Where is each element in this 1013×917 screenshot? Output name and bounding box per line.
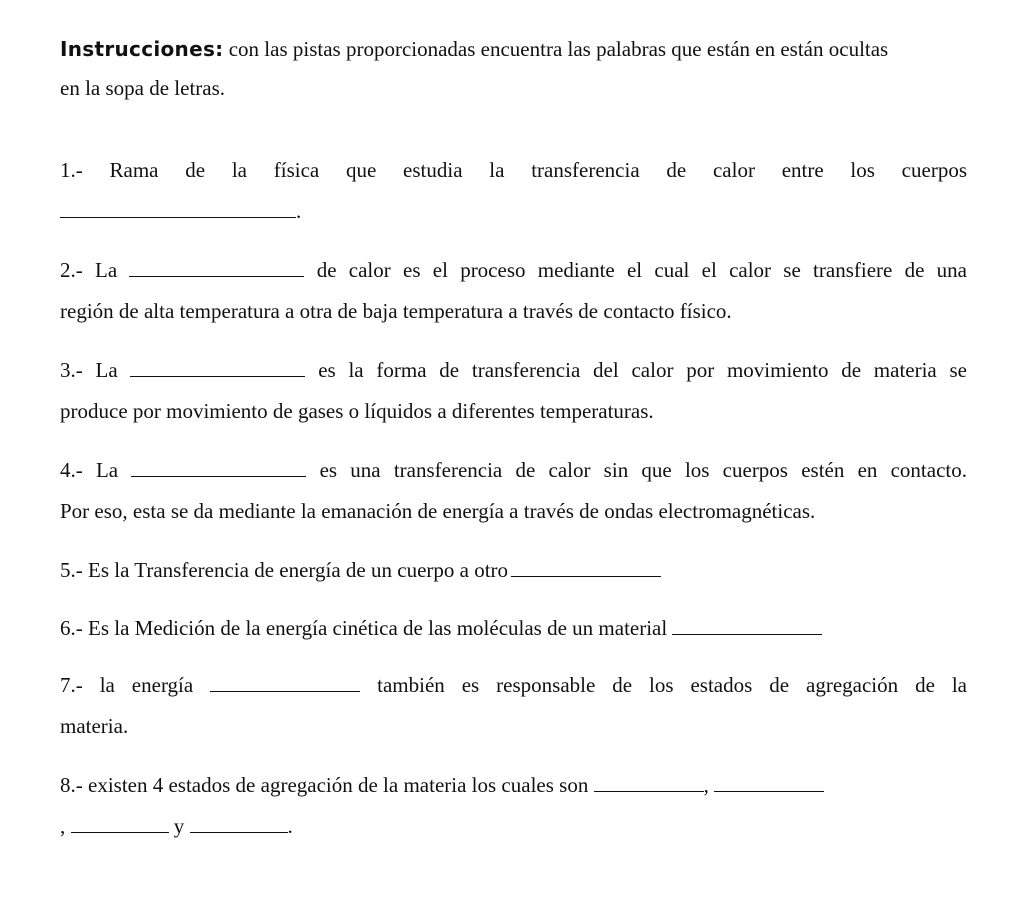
question-6: 6.- Es la Medición de la energía cinética de las moléculas de un material xyxy=(60,608,967,649)
question-5: 5.- Es la Transferencia de energía de un cuerpo a otro xyxy=(60,550,967,591)
question-7-line1: 7.- la energía también es responsable de los estados de agregación de la xyxy=(60,673,967,697)
question-4-line2: Por eso, esta se da mediante la emanación de energía a través de ondas electromagnéticas. xyxy=(60,499,816,523)
question-2 xyxy=(60,250,967,332)
question-7-line2: materia. xyxy=(60,714,129,738)
answer-blank-2[interactable] xyxy=(129,258,304,277)
question-1-line1: 1.- Rama de la física que estudia la transferencia de calor entre los cuerpos xyxy=(60,158,967,182)
answer-blank-8d[interactable] xyxy=(190,814,288,833)
question-3 xyxy=(60,350,967,432)
question-1: 1.- Rama de la física que estudia la transferencia de calor entre los cuerpos . xyxy=(60,150,967,232)
answer-blank-8c[interactable] xyxy=(71,814,169,833)
answer-blank-1[interactable] xyxy=(60,199,296,218)
question-2-line2: región de alta temperatura a otra de baja temperatura a través de contacto físico. xyxy=(60,299,732,323)
answer-blank-8a[interactable] xyxy=(594,773,704,792)
question-2-line1: 2.- La de calor es el proceso mediante el cual el calor se transfiere de una xyxy=(60,258,968,282)
answer-blank-8b[interactable] xyxy=(714,773,824,792)
question-7 xyxy=(60,665,967,747)
question-4-line1: 4.- La es una transferencia de calor sin que los cuerpos estén en contacto. xyxy=(60,458,967,482)
question-8: 8.- existen 4 estados de agregación de la materia los cuales son , , y . xyxy=(60,765,967,847)
answer-blank-6[interactable] xyxy=(672,616,822,635)
answer-blank-7[interactable] xyxy=(210,673,360,692)
question-3-line1: 3.- La es la forma de transferencia del calor por movimiento de materia se xyxy=(60,358,968,382)
answer-blank-3[interactable] xyxy=(130,358,305,377)
answer-blank-5[interactable] xyxy=(511,558,661,577)
answer-blank-4[interactable] xyxy=(131,458,306,477)
question-3-line2: produce por movimiento de gases o líquidos a diferentes temperaturas. xyxy=(60,399,654,423)
question-4 xyxy=(60,450,967,532)
instructions-text-line1: con las pistas proporcionadas encuentra las palabras que están en están ocultas xyxy=(228,37,889,61)
instructions-label: Instrucciones: xyxy=(60,37,224,61)
instructions-text-line2: en la sopa de letras. xyxy=(60,76,226,100)
instructions xyxy=(60,30,970,108)
